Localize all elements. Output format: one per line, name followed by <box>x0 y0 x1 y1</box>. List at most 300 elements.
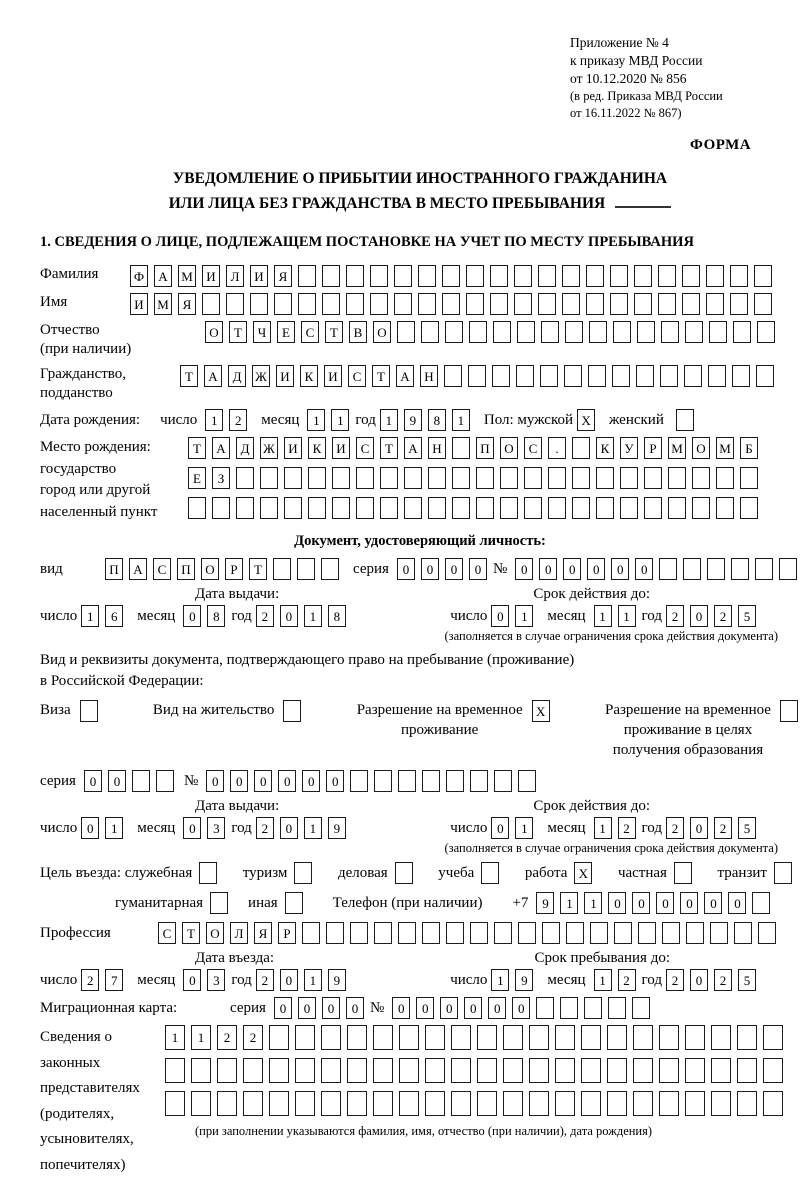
char-cell[interactable] <box>132 770 150 792</box>
char-cell[interactable]: 0 <box>690 817 708 839</box>
char-cell[interactable]: 0 <box>280 969 298 991</box>
char-cell[interactable]: Д <box>236 437 254 459</box>
char-cell[interactable] <box>269 1025 289 1050</box>
char-cell[interactable] <box>217 1091 237 1116</box>
char-cell[interactable] <box>302 922 320 944</box>
char-cell[interactable]: 1 <box>618 605 636 627</box>
char-cell[interactable] <box>516 365 534 387</box>
char-cell[interactable] <box>589 321 607 343</box>
char-cell[interactable] <box>637 321 655 343</box>
char-cell[interactable] <box>243 1058 263 1083</box>
char-cell[interactable] <box>298 265 316 287</box>
char-cell[interactable]: 1 <box>491 969 509 991</box>
char-cell[interactable] <box>555 1091 575 1116</box>
char-cell[interactable] <box>446 770 464 792</box>
char-cell[interactable] <box>716 467 734 489</box>
char-cell[interactable] <box>607 1091 627 1116</box>
char-cell[interactable]: 0 <box>397 558 415 580</box>
char-cell[interactable] <box>370 265 388 287</box>
char-cell[interactable] <box>466 265 484 287</box>
char-cell[interactable] <box>514 293 532 315</box>
char-cell[interactable]: З <box>212 467 230 489</box>
char-cell[interactable] <box>451 1025 471 1050</box>
char-cell[interactable] <box>555 1058 575 1083</box>
char-cell[interactable] <box>260 467 278 489</box>
char-cell[interactable] <box>754 265 772 287</box>
char-cell[interactable]: И <box>332 437 350 459</box>
char-cell[interactable] <box>596 497 614 519</box>
char-cell[interactable]: П <box>177 558 195 580</box>
char-cell[interactable]: Д <box>228 365 246 387</box>
char-cell[interactable] <box>706 265 724 287</box>
char-cell[interactable] <box>422 770 440 792</box>
char-cell[interactable] <box>596 467 614 489</box>
char-cell[interactable]: Б <box>740 437 758 459</box>
char-cell[interactable] <box>199 862 217 884</box>
char-cell[interactable] <box>466 293 484 315</box>
char-cell[interactable]: П <box>476 437 494 459</box>
char-cell[interactable] <box>752 892 770 914</box>
char-cell[interactable]: 0 <box>278 770 296 792</box>
char-cell[interactable] <box>529 1025 549 1050</box>
char-cell[interactable]: 0 <box>464 997 482 1019</box>
char-cell[interactable] <box>397 321 415 343</box>
char-cell[interactable] <box>612 365 630 387</box>
char-cell[interactable]: Т <box>325 321 343 343</box>
char-cell[interactable]: 0 <box>81 817 99 839</box>
char-cell[interactable]: 0 <box>690 969 708 991</box>
char-cell[interactable] <box>586 265 604 287</box>
char-cell[interactable] <box>572 437 590 459</box>
char-cell[interactable] <box>394 265 412 287</box>
char-cell[interactable] <box>490 265 508 287</box>
char-cell[interactable]: 1 <box>594 817 612 839</box>
char-cell[interactable] <box>332 497 350 519</box>
char-cell[interactable]: И <box>324 365 342 387</box>
char-cell[interactable]: 0 <box>445 558 463 580</box>
char-cell[interactable] <box>565 321 583 343</box>
char-cell[interactable] <box>581 1091 601 1116</box>
char-cell[interactable] <box>445 321 463 343</box>
char-cell[interactable] <box>503 1091 523 1116</box>
char-cell[interactable] <box>529 1058 549 1083</box>
char-cell[interactable]: 3 <box>207 817 225 839</box>
char-cell[interactable] <box>493 321 511 343</box>
char-cell[interactable] <box>374 922 392 944</box>
char-cell[interactable] <box>350 922 368 944</box>
char-cell[interactable] <box>332 467 350 489</box>
char-cell[interactable] <box>659 1091 679 1116</box>
char-cell[interactable] <box>581 1025 601 1050</box>
char-cell[interactable] <box>586 293 604 315</box>
char-cell[interactable] <box>659 1025 679 1050</box>
char-cell[interactable] <box>730 265 748 287</box>
char-cell[interactable] <box>321 1058 341 1083</box>
char-cell[interactable] <box>503 1025 523 1050</box>
char-cell[interactable]: 2 <box>256 605 274 627</box>
char-cell[interactable] <box>451 1058 471 1083</box>
char-cell[interactable]: Т <box>182 922 200 944</box>
char-cell[interactable] <box>572 497 590 519</box>
char-cell[interactable]: С <box>356 437 374 459</box>
char-cell[interactable] <box>644 467 662 489</box>
char-cell[interactable] <box>285 892 303 914</box>
char-cell[interactable] <box>347 1091 367 1116</box>
char-cell[interactable]: С <box>153 558 171 580</box>
char-cell[interactable]: И <box>130 293 148 315</box>
char-cell[interactable] <box>500 497 518 519</box>
char-cell[interactable]: О <box>692 437 710 459</box>
char-cell[interactable] <box>210 892 228 914</box>
char-cell[interactable]: Т <box>372 365 390 387</box>
char-cell[interactable]: 2 <box>714 817 732 839</box>
char-cell[interactable] <box>308 497 326 519</box>
char-cell[interactable] <box>191 1091 211 1116</box>
char-cell[interactable]: 1 <box>304 605 322 627</box>
char-cell[interactable] <box>633 1025 653 1050</box>
char-cell[interactable] <box>350 770 368 792</box>
char-cell[interactable] <box>636 365 654 387</box>
char-cell[interactable] <box>322 293 340 315</box>
char-cell[interactable] <box>644 497 662 519</box>
char-cell[interactable] <box>711 1091 731 1116</box>
char-cell[interactable]: А <box>154 265 172 287</box>
char-cell[interactable]: 0 <box>608 892 626 914</box>
char-cell[interactable] <box>191 1058 211 1083</box>
char-cell[interactable] <box>662 922 680 944</box>
char-cell[interactable] <box>538 293 556 315</box>
char-cell[interactable] <box>668 497 686 519</box>
char-cell[interactable] <box>542 922 560 944</box>
char-cell[interactable]: 1 <box>81 605 99 627</box>
char-cell[interactable] <box>395 862 413 884</box>
char-cell[interactable] <box>517 321 535 343</box>
char-cell[interactable] <box>682 265 700 287</box>
char-cell[interactable]: 2 <box>229 409 247 431</box>
char-cell[interactable]: Е <box>188 467 206 489</box>
char-cell[interactable] <box>260 497 278 519</box>
char-cell[interactable] <box>676 409 694 431</box>
char-cell[interactable] <box>283 700 301 722</box>
char-cell[interactable]: 5 <box>738 605 756 627</box>
char-cell[interactable] <box>477 1025 497 1050</box>
char-cell[interactable]: 8 <box>428 409 446 431</box>
char-cell[interactable] <box>494 770 512 792</box>
char-cell[interactable]: 0 <box>298 997 316 1019</box>
char-cell[interactable] <box>555 1025 575 1050</box>
char-cell[interactable]: К <box>308 437 326 459</box>
char-cell[interactable] <box>347 1058 367 1083</box>
char-cell[interactable]: 9 <box>328 817 346 839</box>
char-cell[interactable]: 0 <box>416 997 434 1019</box>
char-cell[interactable]: 0 <box>183 605 201 627</box>
char-cell[interactable] <box>633 1091 653 1116</box>
char-cell[interactable]: 9 <box>404 409 422 431</box>
char-cell[interactable] <box>398 770 416 792</box>
char-cell[interactable]: 2 <box>217 1025 237 1050</box>
char-cell[interactable] <box>685 1091 705 1116</box>
char-cell[interactable] <box>373 1091 393 1116</box>
char-cell[interactable]: 0 <box>512 997 530 1019</box>
char-cell[interactable]: 0 <box>488 997 506 1019</box>
char-cell[interactable] <box>202 293 220 315</box>
char-cell[interactable] <box>442 293 460 315</box>
char-cell[interactable]: Р <box>225 558 243 580</box>
char-cell[interactable] <box>476 497 494 519</box>
char-cell[interactable] <box>326 922 344 944</box>
char-cell[interactable]: 1 <box>584 892 602 914</box>
char-cell[interactable] <box>737 1025 757 1050</box>
char-cell[interactable]: 2 <box>256 817 274 839</box>
char-cell[interactable]: 2 <box>618 817 636 839</box>
char-cell[interactable]: 0 <box>206 770 224 792</box>
char-cell[interactable]: О <box>206 922 224 944</box>
char-cell[interactable]: 0 <box>632 892 650 914</box>
char-cell[interactable]: 5 <box>738 969 756 991</box>
char-cell[interactable]: О <box>500 437 518 459</box>
char-cell[interactable] <box>356 497 374 519</box>
char-cell[interactable]: 2 <box>243 1025 263 1050</box>
char-cell[interactable]: 0 <box>728 892 746 914</box>
char-cell[interactable]: М <box>668 437 686 459</box>
char-cell[interactable]: С <box>158 922 176 944</box>
char-cell[interactable]: 0 <box>326 770 344 792</box>
char-cell[interactable]: М <box>178 265 196 287</box>
char-cell[interactable]: 0 <box>440 997 458 1019</box>
char-cell[interactable] <box>730 293 748 315</box>
char-cell[interactable] <box>444 365 462 387</box>
char-cell[interactable]: 1 <box>205 409 223 431</box>
char-cell[interactable]: 8 <box>328 605 346 627</box>
char-cell[interactable] <box>373 1025 393 1050</box>
char-cell[interactable] <box>226 293 244 315</box>
char-cell[interactable]: Л <box>230 922 248 944</box>
char-cell[interactable] <box>581 1058 601 1083</box>
char-cell[interactable] <box>469 321 487 343</box>
char-cell[interactable]: 0 <box>230 770 248 792</box>
char-cell[interactable]: С <box>524 437 542 459</box>
char-cell[interactable] <box>452 437 470 459</box>
char-cell[interactable] <box>243 1091 263 1116</box>
char-cell[interactable]: 0 <box>280 817 298 839</box>
char-cell[interactable] <box>451 1091 471 1116</box>
char-cell[interactable] <box>418 293 436 315</box>
char-cell[interactable] <box>692 467 710 489</box>
char-cell[interactable] <box>470 922 488 944</box>
char-cell[interactable] <box>481 862 499 884</box>
char-cell[interactable] <box>295 1091 315 1116</box>
char-cell[interactable] <box>80 700 98 722</box>
char-cell[interactable]: 0 <box>690 605 708 627</box>
char-cell[interactable] <box>763 1025 783 1050</box>
char-cell[interactable]: 0 <box>563 558 581 580</box>
char-cell[interactable]: 1 <box>594 969 612 991</box>
char-cell[interactable] <box>620 467 638 489</box>
char-cell[interactable]: А <box>129 558 147 580</box>
char-cell[interactable] <box>273 558 291 580</box>
char-cell[interactable]: Я <box>178 293 196 315</box>
char-cell[interactable] <box>452 467 470 489</box>
char-cell[interactable]: 0 <box>108 770 126 792</box>
char-cell[interactable]: 2 <box>714 969 732 991</box>
char-cell[interactable]: X <box>532 700 550 722</box>
char-cell[interactable] <box>564 365 582 387</box>
char-cell[interactable] <box>634 265 652 287</box>
char-cell[interactable]: Т <box>180 365 198 387</box>
char-cell[interactable] <box>188 497 206 519</box>
char-cell[interactable] <box>706 293 724 315</box>
char-cell[interactable]: Я <box>274 265 292 287</box>
char-cell[interactable]: Е <box>277 321 295 343</box>
char-cell[interactable] <box>442 265 460 287</box>
char-cell[interactable] <box>607 1058 627 1083</box>
char-cell[interactable]: 0 <box>421 558 439 580</box>
char-cell[interactable] <box>421 321 439 343</box>
char-cell[interactable] <box>613 321 631 343</box>
char-cell[interactable] <box>608 997 626 1019</box>
char-cell[interactable] <box>754 293 772 315</box>
char-cell[interactable] <box>757 321 775 343</box>
char-cell[interactable] <box>685 1025 705 1050</box>
char-cell[interactable] <box>572 467 590 489</box>
char-cell[interactable] <box>346 293 364 315</box>
char-cell[interactable]: 2 <box>666 605 684 627</box>
char-cell[interactable] <box>468 365 486 387</box>
char-cell[interactable]: 0 <box>183 969 201 991</box>
char-cell[interactable] <box>380 467 398 489</box>
char-cell[interactable] <box>607 1025 627 1050</box>
char-cell[interactable] <box>779 558 797 580</box>
char-cell[interactable]: С <box>348 365 366 387</box>
char-cell[interactable]: 1 <box>307 409 325 431</box>
char-cell[interactable] <box>538 265 556 287</box>
char-cell[interactable]: 1 <box>165 1025 185 1050</box>
char-cell[interactable] <box>236 497 254 519</box>
char-cell[interactable] <box>428 497 446 519</box>
char-cell[interactable] <box>614 922 632 944</box>
char-cell[interactable] <box>500 467 518 489</box>
char-cell[interactable]: Ф <box>130 265 148 287</box>
char-cell[interactable]: Р <box>278 922 296 944</box>
char-cell[interactable]: У <box>620 437 638 459</box>
char-cell[interactable] <box>661 321 679 343</box>
char-cell[interactable]: Я <box>254 922 272 944</box>
char-cell[interactable] <box>707 558 725 580</box>
char-cell[interactable] <box>732 365 750 387</box>
char-cell[interactable]: X <box>577 409 595 431</box>
char-cell[interactable]: 0 <box>656 892 674 914</box>
char-cell[interactable]: 0 <box>392 997 410 1019</box>
char-cell[interactable] <box>399 1091 419 1116</box>
char-cell[interactable] <box>298 293 316 315</box>
char-cell[interactable]: 9 <box>536 892 554 914</box>
char-cell[interactable]: О <box>201 558 219 580</box>
char-cell[interactable] <box>269 1091 289 1116</box>
char-cell[interactable] <box>398 922 416 944</box>
char-cell[interactable] <box>660 365 678 387</box>
char-cell[interactable]: И <box>276 365 294 387</box>
char-cell[interactable] <box>274 293 292 315</box>
char-cell[interactable] <box>422 922 440 944</box>
char-cell[interactable]: 2 <box>81 969 99 991</box>
char-cell[interactable] <box>518 770 536 792</box>
char-cell[interactable]: 0 <box>515 558 533 580</box>
char-cell[interactable] <box>683 558 701 580</box>
char-cell[interactable]: 2 <box>666 817 684 839</box>
char-cell[interactable]: 0 <box>491 817 509 839</box>
char-cell[interactable] <box>165 1091 185 1116</box>
char-cell[interactable] <box>711 1025 731 1050</box>
char-cell[interactable]: П <box>105 558 123 580</box>
char-cell[interactable]: X <box>574 862 592 884</box>
char-cell[interactable] <box>540 365 558 387</box>
char-cell[interactable] <box>709 321 727 343</box>
char-cell[interactable]: Ж <box>252 365 270 387</box>
char-cell[interactable]: 0 <box>280 605 298 627</box>
char-cell[interactable] <box>548 497 566 519</box>
char-cell[interactable]: Н <box>428 437 446 459</box>
char-cell[interactable] <box>418 265 436 287</box>
char-cell[interactable] <box>716 497 734 519</box>
char-cell[interactable] <box>740 497 758 519</box>
char-cell[interactable] <box>284 467 302 489</box>
char-cell[interactable] <box>524 467 542 489</box>
char-cell[interactable]: К <box>300 365 318 387</box>
char-cell[interactable] <box>686 922 704 944</box>
char-cell[interactable] <box>380 497 398 519</box>
char-cell[interactable]: Н <box>420 365 438 387</box>
char-cell[interactable] <box>308 467 326 489</box>
char-cell[interactable]: 1 <box>452 409 470 431</box>
char-cell[interactable]: 1 <box>105 817 123 839</box>
char-cell[interactable] <box>638 922 656 944</box>
char-cell[interactable] <box>476 467 494 489</box>
char-cell[interactable] <box>711 1058 731 1083</box>
char-cell[interactable]: . <box>548 437 566 459</box>
char-cell[interactable] <box>492 365 510 387</box>
char-cell[interactable]: 6 <box>105 605 123 627</box>
char-cell[interactable]: 2 <box>618 969 636 991</box>
char-cell[interactable] <box>428 467 446 489</box>
char-cell[interactable] <box>548 467 566 489</box>
char-cell[interactable]: 0 <box>346 997 364 1019</box>
char-cell[interactable]: 3 <box>207 969 225 991</box>
char-cell[interactable] <box>470 770 488 792</box>
char-cell[interactable]: 0 <box>322 997 340 1019</box>
char-cell[interactable] <box>236 467 254 489</box>
char-cell[interactable]: 1 <box>594 605 612 627</box>
char-cell[interactable]: 0 <box>635 558 653 580</box>
char-cell[interactable] <box>321 1025 341 1050</box>
char-cell[interactable] <box>588 365 606 387</box>
char-cell[interactable] <box>452 497 470 519</box>
char-cell[interactable] <box>763 1091 783 1116</box>
char-cell[interactable] <box>212 497 230 519</box>
char-cell[interactable] <box>514 265 532 287</box>
char-cell[interactable] <box>684 365 702 387</box>
char-cell[interactable] <box>494 922 512 944</box>
char-cell[interactable]: 0 <box>611 558 629 580</box>
char-cell[interactable]: 5 <box>738 817 756 839</box>
char-cell[interactable]: В <box>349 321 367 343</box>
char-cell[interactable] <box>446 922 464 944</box>
char-cell[interactable]: 0 <box>587 558 605 580</box>
char-cell[interactable] <box>425 1091 445 1116</box>
char-cell[interactable]: Т <box>380 437 398 459</box>
char-cell[interactable]: 1 <box>515 817 533 839</box>
char-cell[interactable]: 9 <box>328 969 346 991</box>
char-cell[interactable] <box>731 558 749 580</box>
